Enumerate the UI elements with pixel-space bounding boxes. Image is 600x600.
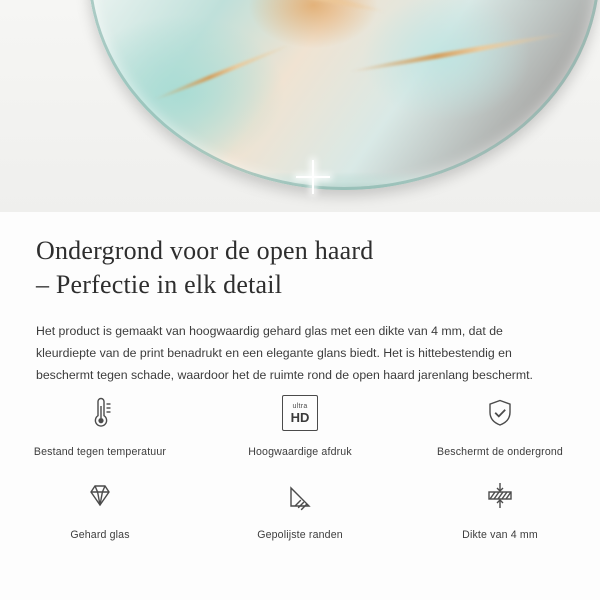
- shield-check-icon: [480, 390, 520, 436]
- page-title: [36, 234, 564, 302]
- feature-polished-edges: [200, 473, 400, 542]
- diamond-icon: [80, 473, 120, 519]
- headline-line-1: Ondergrond voor de open haard: [36, 236, 374, 265]
- feature-label: Bestand tegen temperatuur: [33, 446, 167, 458]
- description-paragraph: Het product is gemaakt van hoogwaardig gehard glas met een dikte van 4 mm, dat de kleurdiepte van de print benadrukt en een elegante glans biedt. Het is hittebestendig en beschermt tegen schade, waardoor het de ruimte rond de open haard jarenlang beschermt.: [36, 324, 533, 382]
- feature-thickness: [400, 473, 600, 542]
- ultra-hd-bottom-text: HD: [290, 409, 310, 425]
- glass-plate-image: [88, 0, 600, 190]
- feature-print-quality: [200, 390, 400, 459]
- gold-streak: [153, 42, 294, 102]
- gold-streak: [349, 31, 567, 74]
- thickness-arrows-icon: [480, 473, 520, 519]
- feature-label: Dikte van 4 mm: [462, 529, 538, 541]
- feature-grid: [0, 390, 600, 542]
- feature-tempered-glass: [0, 473, 200, 542]
- feature-surface-protection: [400, 390, 600, 459]
- polished-edges-icon: [280, 473, 320, 519]
- ultra-hd-icon: [282, 390, 318, 436]
- marble-artwork: [88, 0, 600, 190]
- thermometer-icon: [80, 390, 120, 436]
- headline-line-2: – Perfectie in elk detail: [36, 270, 283, 299]
- gold-streak: [209, 0, 386, 15]
- feature-label: Gehard glas: [70, 529, 130, 541]
- feature-label: Hoogwaardige afdruk: [248, 446, 352, 458]
- content-block: [0, 212, 600, 386]
- ultra-hd-top-text: ultra: [292, 402, 308, 410]
- feature-label: Beschermt de ondergrond: [437, 446, 563, 458]
- feature-label: Gepolijste randen: [257, 529, 343, 541]
- hero-image: [0, 0, 600, 212]
- feature-temperature: [0, 390, 200, 459]
